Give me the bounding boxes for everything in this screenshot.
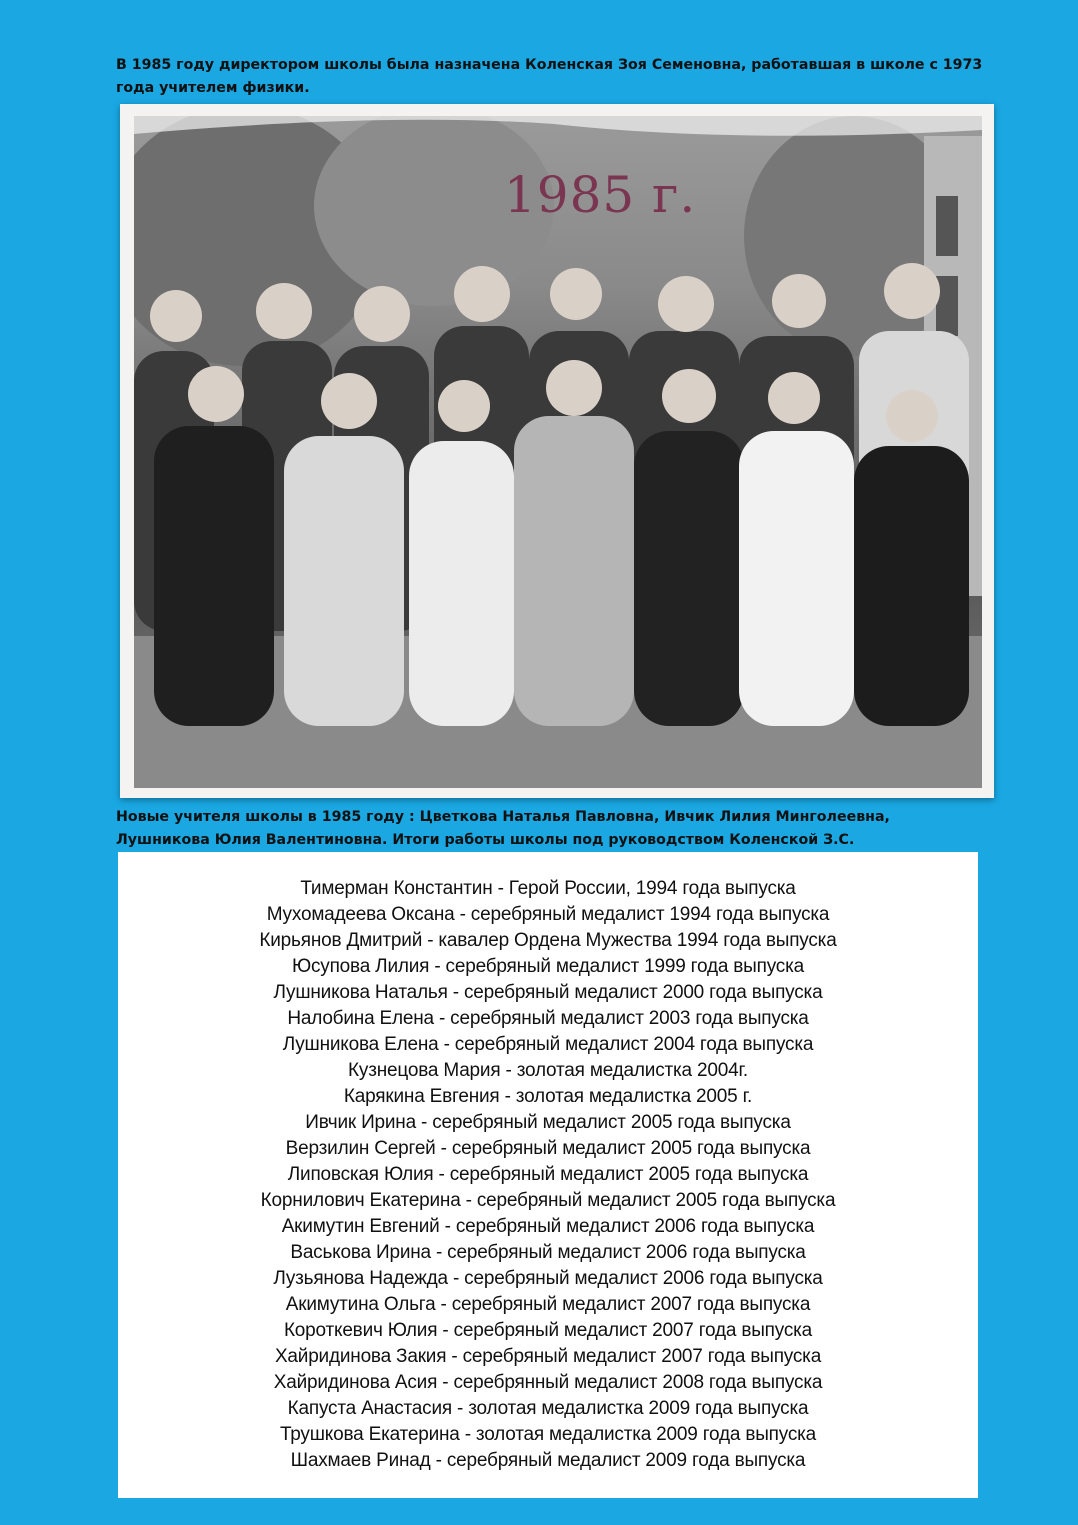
results-list-item: Хайридинова Асия - серебрянный медалист 2008 года выпуска <box>273 1372 823 1393</box>
results-list-item: Карякина Евгения - золотая медалистка 2005 г. <box>343 1086 753 1107</box>
group-photo <box>134 116 982 788</box>
results-list-item: Трушкова Екатерина - золотая медалистка 2009 года выпуска <box>279 1424 817 1445</box>
photo-year-label: 1985 г. <box>504 166 697 224</box>
results-list-item: Капуста Анастасия - золотая медалистка 2009 года выпуска <box>287 1398 809 1419</box>
results-list-item: Акимутина Ольга - серебряный медалист 2007 года выпуска <box>285 1294 811 1315</box>
results-list-item: Мухомадеева Оксана - серебряный медалист 1994 года выпуска <box>266 904 830 925</box>
results-list-item: Лушникова Елена - серебряный медалист 2004 года выпуска <box>282 1034 814 1055</box>
results-list-item: Корнилович Екатерина - серебряный медалист 2005 года выпуска <box>260 1190 836 1211</box>
intro-paragraph: В 1985 году директором школы была назначена Коленская Зоя Семеновна, работавшая в школе с 1973 года учителем физики. <box>116 57 983 96</box>
results-list-item: Тимерман Константин - Герой России, 1994 года выпуска <box>300 878 796 899</box>
results-list-item: Липовская Юлия - серебряный медалист 2005 года выпуска <box>287 1164 809 1185</box>
results-list <box>118 876 978 1474</box>
results-list-item: Васькова Ирина - серебряный медалист 2006 года выпуска <box>290 1242 806 1263</box>
results-list-item: Лушникова Наталья - серебряный медалист 2000 года выпуска <box>273 982 823 1003</box>
results-list-item: Кузнецова Мария - золотая медалистка 2004г. <box>348 1060 748 1081</box>
results-list-item: Хайридинова Закия - серебряный медалист 2007 года выпуска <box>274 1346 822 1367</box>
results-list-item: Юсупова Лилия - серебряный медалист 1999 года выпуска <box>292 956 804 977</box>
photo-caption: Новые учителя школы в 1985 году : Цветкова Наталья Павловна, Ивчик Лилия Минголеевна, Лушникова Юлия Валентиновна. Итоги работы школы под руководством Коленской З.С. <box>116 809 890 848</box>
results-list-item: Акимутин Евгений - серебряный медалист 2006 года выпуска <box>281 1216 815 1237</box>
results-list-item: Лузьянова Надежда - серебряный медалист 2006 года выпуска <box>273 1268 823 1289</box>
results-list-item: Короткевич Юлия - серебряный медалист 2007 года выпуска <box>283 1320 813 1341</box>
results-list-item: Верзилин Сергей - серебряный медалист 2005 года выпуска <box>285 1138 811 1159</box>
results-list-item: Налобина Елена - серебряный медалист 2003 года выпуска <box>287 1008 809 1029</box>
results-list-item: Ивчик Ирина - серебряный медалист 2005 года выпуска <box>305 1112 791 1133</box>
results-list-item: Шахмаев Ринад - серебряный медалист 2009 года выпуска <box>290 1450 806 1471</box>
results-list-item: Кирьянов Дмитрий - кавалер Ордена Мужества 1994 года выпуска <box>259 930 837 951</box>
results-panel <box>118 852 978 1498</box>
photo-frame <box>120 104 994 798</box>
